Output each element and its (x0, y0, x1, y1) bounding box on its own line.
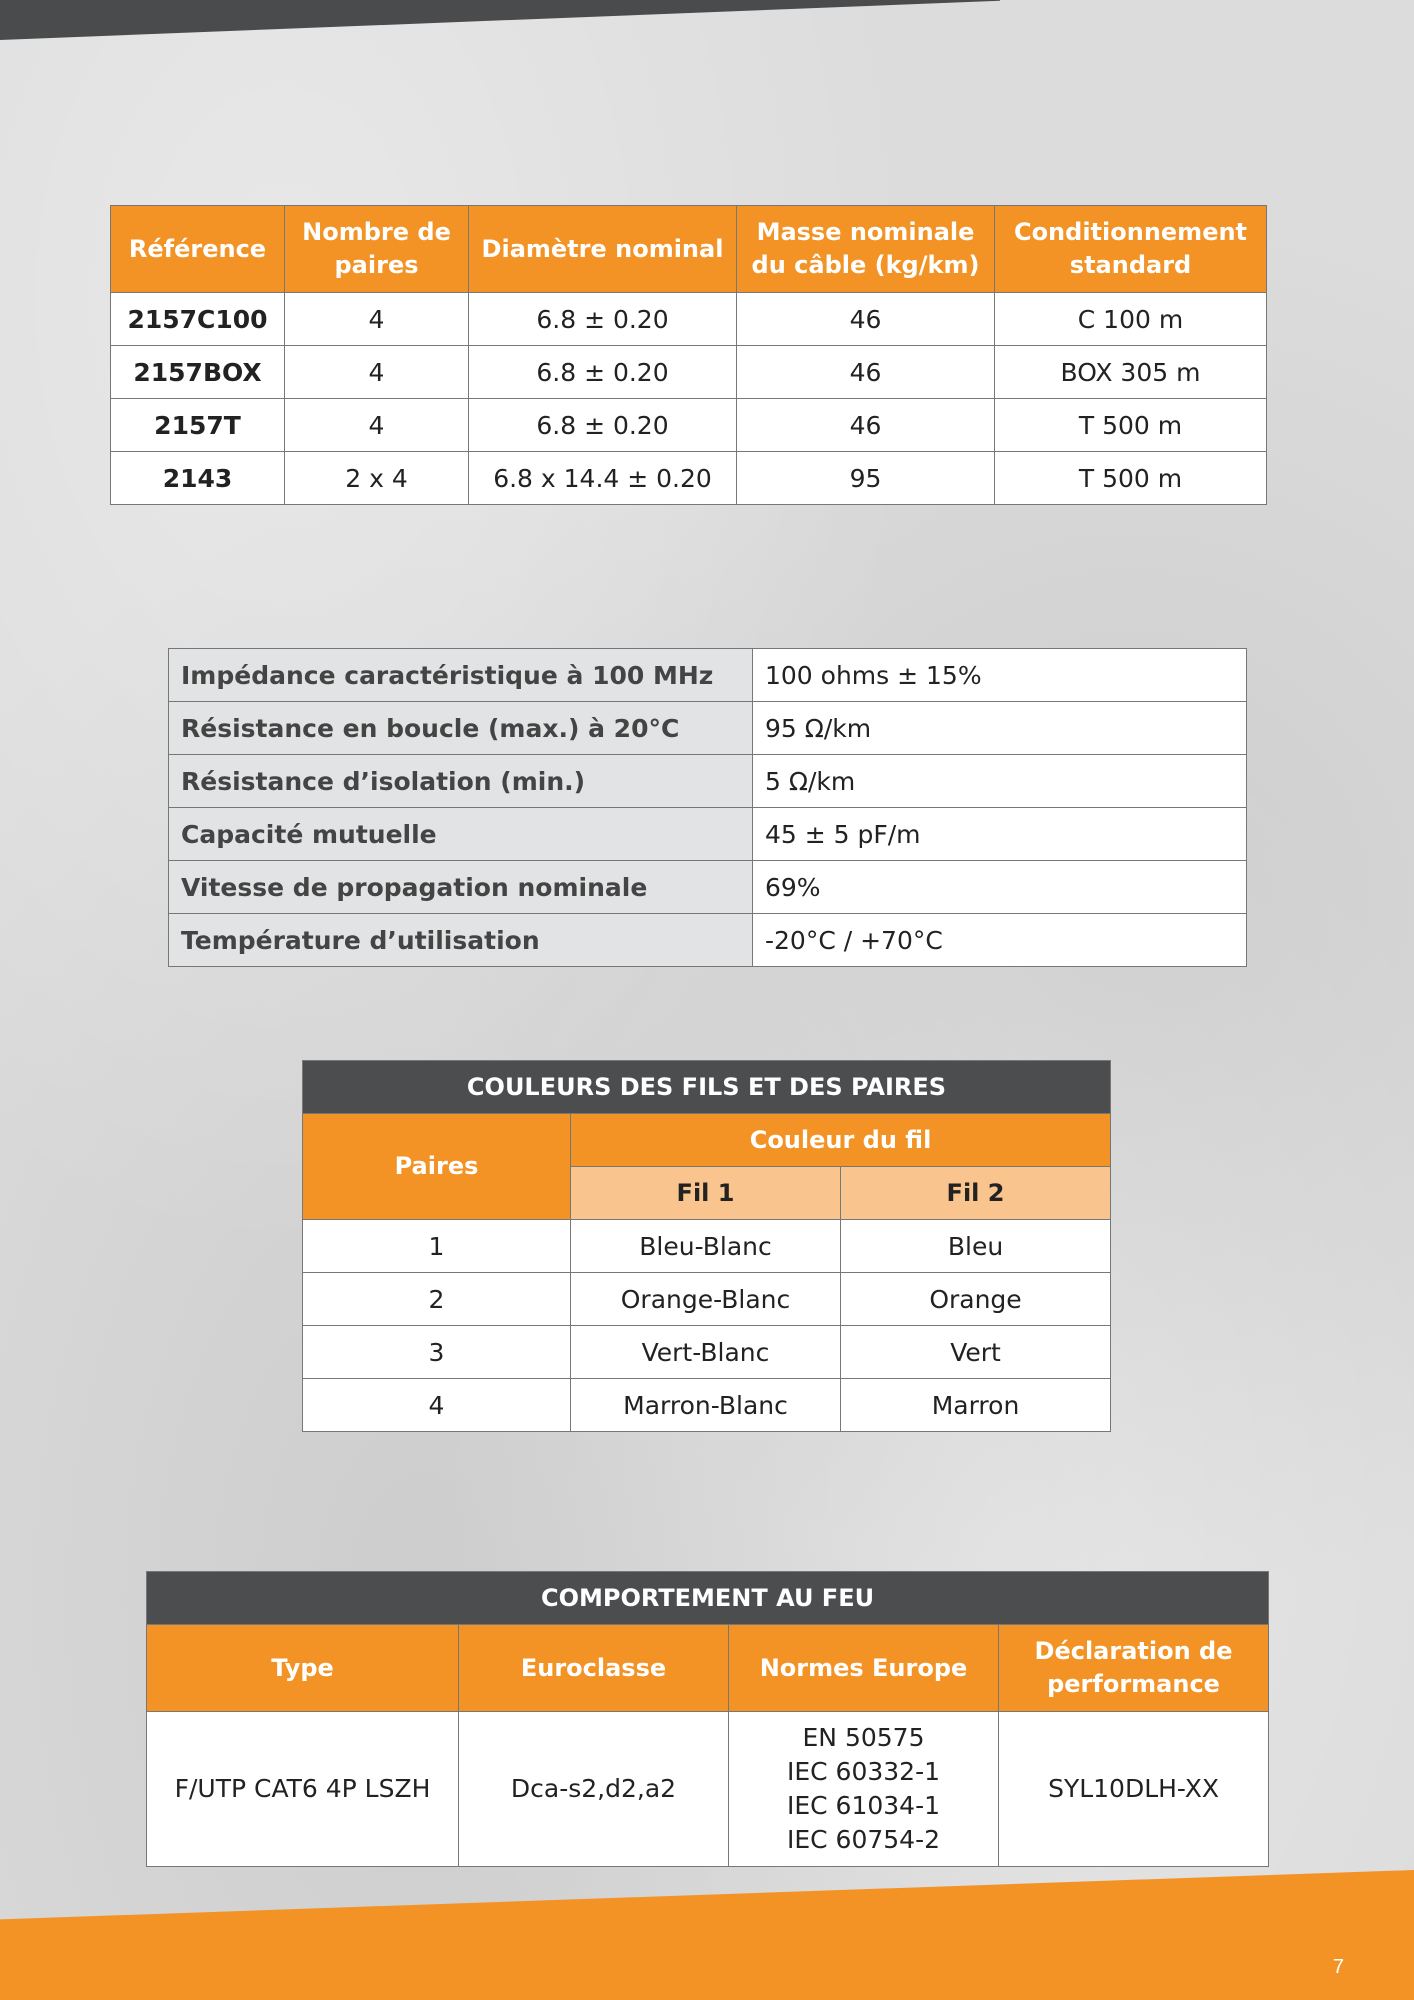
pair-number: 1 (303, 1220, 571, 1273)
electrical-value: 45 ± 5 pF/m (753, 808, 1247, 861)
wire-colors-table (302, 1060, 1111, 1432)
wire-colors-title: COULEURS DES FILS ET DES PAIRES (303, 1061, 1111, 1114)
table-row (169, 808, 1247, 861)
electrical-label: Capacité mutuelle (169, 808, 753, 861)
spec-cell-packaging: BOX 305 m (995, 346, 1267, 399)
pair-number: 3 (303, 1326, 571, 1379)
table-row (169, 861, 1247, 914)
wire-colors-title-row (303, 1061, 1111, 1114)
fire-behavior-table (146, 1571, 1269, 1867)
fire-title: COMPORTEMENT AU FEU (147, 1572, 1269, 1625)
pair-number: 2 (303, 1273, 571, 1326)
spec-cell-diameter: 6.8 x 14.4 ± 0.20 (469, 452, 737, 505)
norm-item: IEC 61034-1 (786, 1791, 941, 1820)
wire-color-header: Couleur du fil (571, 1114, 1111, 1167)
wire1-color: Vert-Blanc (571, 1326, 841, 1379)
fire-title-row (147, 1572, 1269, 1625)
pair-number: 4 (303, 1379, 571, 1432)
spec-table (110, 205, 1267, 505)
fire-cell-norms (729, 1712, 999, 1867)
fire-header-euroclass: Euroclasse (459, 1625, 729, 1712)
wire1-color: Orange-Blanc (571, 1273, 841, 1326)
spec-header-packaging: Conditionnement standard (995, 206, 1267, 293)
spec-header-diameter: Diamètre nominal (469, 206, 737, 293)
spec-cell-diameter: 6.8 ± 0.20 (469, 399, 737, 452)
electrical-label: Résistance en boucle (max.) à 20°C (169, 702, 753, 755)
table-row (111, 399, 1267, 452)
electrical-label: Température d’utilisation (169, 914, 753, 967)
spec-cell-mass: 95 (737, 452, 995, 505)
electrical-value: 69% (753, 861, 1247, 914)
spec-cell-reference: 2157T (111, 399, 285, 452)
fire-header-type: Type (147, 1625, 459, 1712)
electrical-label: Impédance caractéristique à 100 MHz (169, 649, 753, 702)
table-row (111, 293, 1267, 346)
electrical-label: Résistance d’isolation (min.) (169, 755, 753, 808)
spec-header-pairs: Nombre de paires (285, 206, 469, 293)
wire2-color: Bleu (841, 1220, 1111, 1273)
spec-cell-packaging: T 500 m (995, 452, 1267, 505)
electrical-value: 5 Ω/km (753, 755, 1247, 808)
wire1-color: Bleu-Blanc (571, 1220, 841, 1273)
spec-cell-packaging: C 100 m (995, 293, 1267, 346)
electrical-value: -20°C / +70°C (753, 914, 1247, 967)
spec-cell-pairs: 2 x 4 (285, 452, 469, 505)
spec-table-header-row (111, 206, 1267, 293)
spec-cell-reference: 2157C100 (111, 293, 285, 346)
norm-item: IEC 60332-1 (786, 1757, 941, 1786)
spec-cell-pairs: 4 (285, 346, 469, 399)
spec-cell-packaging: T 500 m (995, 399, 1267, 452)
wire1-header: Fil 1 (571, 1167, 841, 1220)
wire2-color: Marron (841, 1379, 1111, 1432)
wire2-color: Vert (841, 1326, 1111, 1379)
norm-item: EN 50575 (802, 1723, 925, 1752)
electrical-value: 95 Ω/km (753, 702, 1247, 755)
fire-header-row (147, 1625, 1269, 1712)
table-row (303, 1273, 1111, 1326)
spec-cell-diameter: 6.8 ± 0.20 (469, 346, 737, 399)
norm-item: IEC 60754-2 (786, 1825, 941, 1854)
table-row (303, 1220, 1111, 1273)
wire1-color: Marron-Blanc (571, 1379, 841, 1432)
table-row (169, 702, 1247, 755)
table-row (169, 755, 1247, 808)
spec-cell-mass: 46 (737, 346, 995, 399)
fire-cell-euroclass: Dca-s2,d2,a2 (459, 1712, 729, 1867)
fire-cell-type: F/UTP CAT6 4P LSZH (147, 1712, 459, 1867)
spec-cell-pairs: 4 (285, 399, 469, 452)
pairs-header: Paires (303, 1114, 571, 1220)
table-row (303, 1326, 1111, 1379)
top-decorative-band (0, 0, 1000, 40)
electrical-value: 100 ohms ± 15% (753, 649, 1247, 702)
wire-colors-header-row (303, 1114, 1111, 1167)
fire-header-norms: Normes Europe (729, 1625, 999, 1712)
spec-cell-mass: 46 (737, 293, 995, 346)
table-row (169, 914, 1247, 967)
table-row (169, 649, 1247, 702)
spec-header-mass: Masse nominale du câble (kg/km) (737, 206, 995, 293)
spec-cell-mass: 46 (737, 399, 995, 452)
spec-header-reference: Référence (111, 206, 285, 293)
spec-cell-diameter: 6.8 ± 0.20 (469, 293, 737, 346)
wire2-header: Fil 2 (841, 1167, 1111, 1220)
bottom-decorative-band (0, 1870, 1414, 2000)
spec-cell-reference: 2143 (111, 452, 285, 505)
electrical-table (168, 648, 1247, 967)
fire-header-declaration: Déclaration de performance (999, 1625, 1269, 1712)
fire-cell-declaration: SYL10DLH-XX (999, 1712, 1269, 1867)
page-number: 7 (1332, 1956, 1344, 1978)
table-row (111, 452, 1267, 505)
spec-cell-reference: 2157BOX (111, 346, 285, 399)
table-row (303, 1379, 1111, 1432)
electrical-label: Vitesse de propagation nominale (169, 861, 753, 914)
table-row (147, 1712, 1269, 1867)
wire2-color: Orange (841, 1273, 1111, 1326)
spec-cell-pairs: 4 (285, 293, 469, 346)
table-row (111, 346, 1267, 399)
